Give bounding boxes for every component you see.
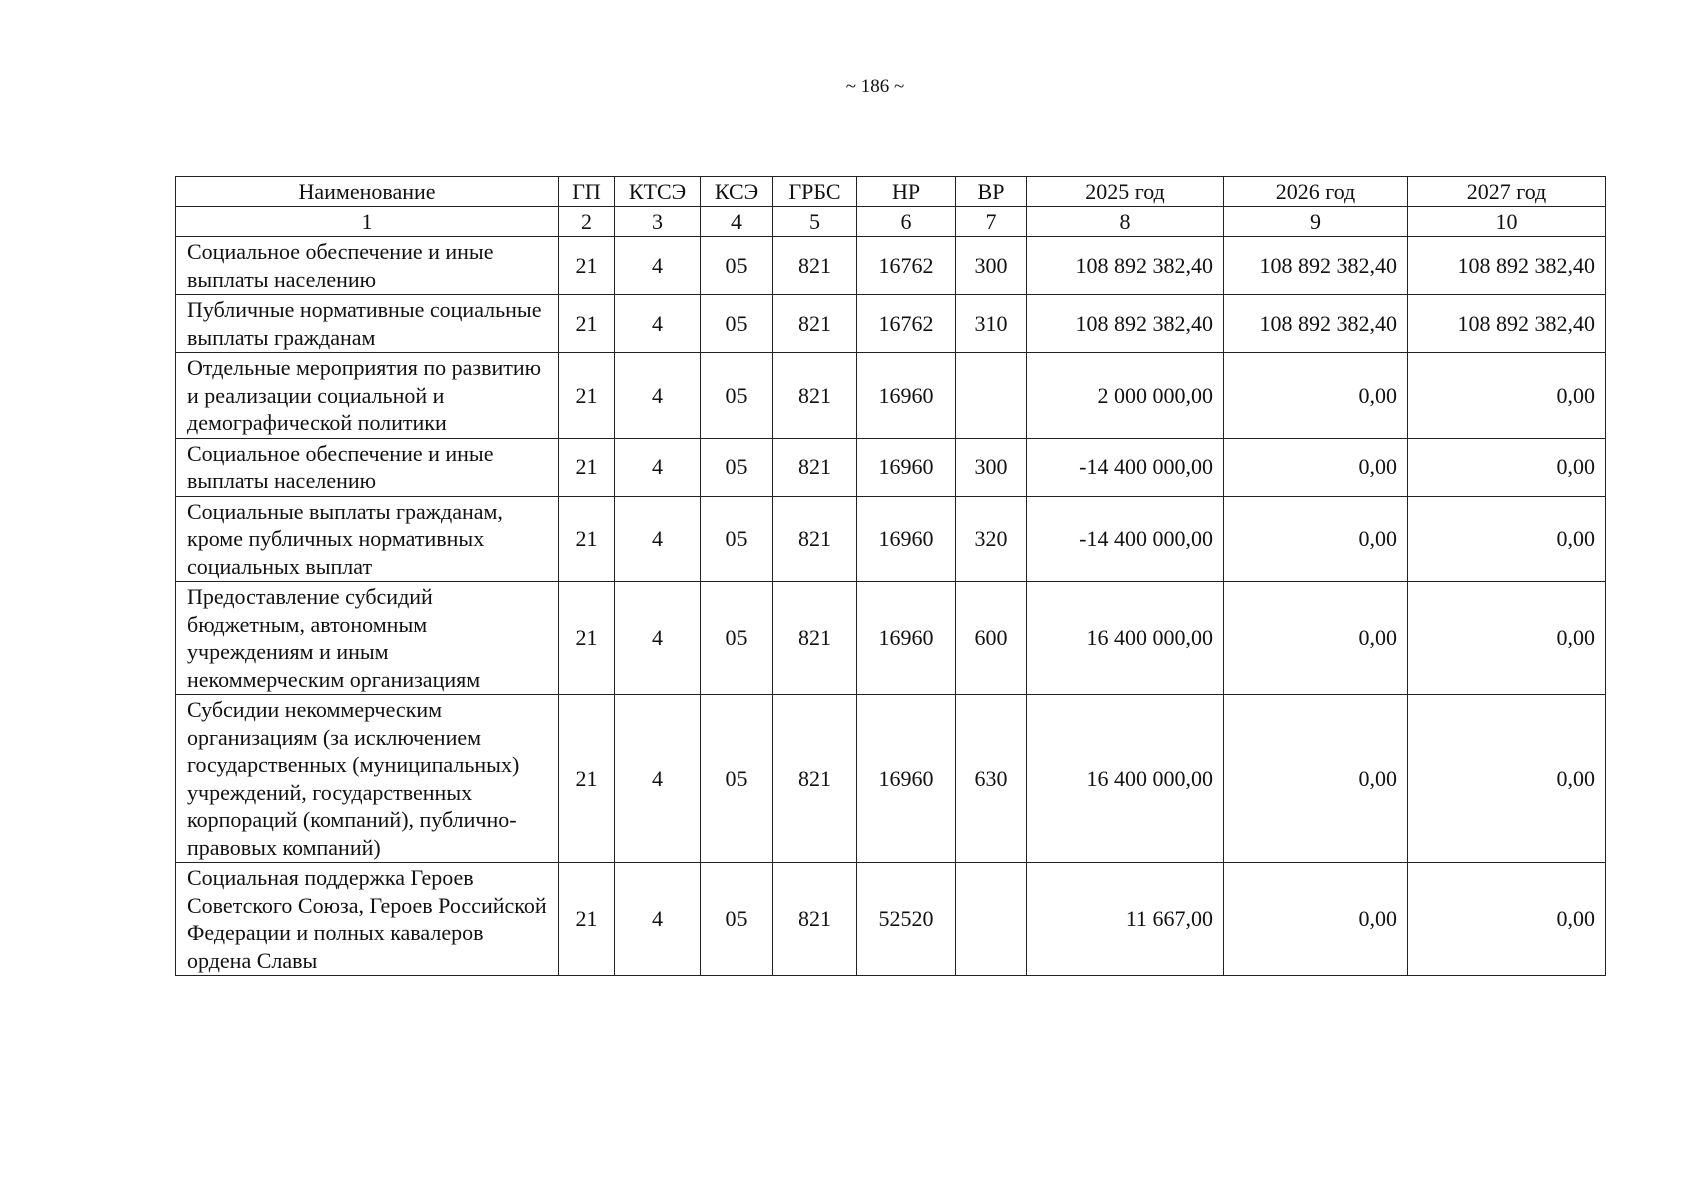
row-grbs: 821 (773, 295, 857, 353)
row-name: Субсидии некоммерческим организациям (за исключением государственных (муниципальных) учреждений, государственных корпораций (компаний), публично-правовых компаний) (176, 695, 559, 863)
row-amount-2026: 0,00 (1224, 582, 1408, 695)
table-header-row (176, 177, 1606, 207)
row-name: Предоставление субсидий бюджетным, автономным учреждениям и иным некоммерческим организациям (176, 582, 559, 695)
row-amount-2027: 108 892 382,40 (1408, 295, 1606, 353)
row-vr: 310 (956, 295, 1027, 353)
column-number-row (176, 207, 1606, 237)
row-ktse: 4 (615, 582, 701, 695)
row-amount-2025: 108 892 382,40 (1027, 295, 1224, 353)
row-amount-2025: -14 400 000,00 (1027, 496, 1224, 582)
header-gp: ГП (559, 177, 615, 207)
row-gp: 21 (559, 863, 615, 976)
column-number: 5 (773, 207, 857, 237)
row-nr: 16960 (857, 438, 956, 496)
row-grbs: 821 (773, 237, 857, 295)
row-grbs: 821 (773, 863, 857, 976)
table-row (176, 353, 1606, 439)
row-amount-2026: 108 892 382,40 (1224, 237, 1408, 295)
column-number: 8 (1027, 207, 1224, 237)
row-amount-2027: 0,00 (1408, 496, 1606, 582)
row-name: Социальные выплаты гражданам, кроме публичных нормативных социальных выплат (176, 496, 559, 582)
page-number: ~ 186 ~ (845, 76, 905, 97)
row-gp: 21 (559, 237, 615, 295)
row-vr: 630 (956, 695, 1027, 863)
table-row (176, 295, 1606, 353)
row-amount-2025: 108 892 382,40 (1027, 237, 1224, 295)
row-kse: 05 (701, 695, 773, 863)
row-nr: 52520 (857, 863, 956, 976)
row-nr: 16960 (857, 582, 956, 695)
row-vr: 300 (956, 237, 1027, 295)
column-number: 10 (1408, 207, 1606, 237)
row-gp: 21 (559, 438, 615, 496)
header-2027: 2027 год (1408, 177, 1606, 207)
row-amount-2026: 0,00 (1224, 496, 1408, 582)
row-nr: 16960 (857, 695, 956, 863)
row-amount-2026: 108 892 382,40 (1224, 295, 1408, 353)
row-amount-2027: 0,00 (1408, 582, 1606, 695)
row-vr: 320 (956, 496, 1027, 582)
table-row (176, 863, 1606, 976)
row-kse: 05 (701, 353, 773, 439)
row-amount-2027: 0,00 (1408, 438, 1606, 496)
row-name: Социальная поддержка Героев Советского Союза, Героев Российской Федерации и полных кавалеров ордена Славы (176, 863, 559, 976)
row-nr: 16960 (857, 353, 956, 439)
column-number: 4 (701, 207, 773, 237)
row-vr (956, 353, 1027, 439)
row-grbs: 821 (773, 582, 857, 695)
row-ktse: 4 (615, 438, 701, 496)
budget-table (175, 176, 1606, 976)
table-row (176, 582, 1606, 695)
row-gp: 21 (559, 353, 615, 439)
row-grbs: 821 (773, 353, 857, 439)
row-kse: 05 (701, 438, 773, 496)
row-amount-2027: 108 892 382,40 (1408, 237, 1606, 295)
row-ktse: 4 (615, 295, 701, 353)
row-amount-2027: 0,00 (1408, 353, 1606, 439)
row-amount-2026: 0,00 (1224, 695, 1408, 863)
header-nr: НР (857, 177, 956, 207)
column-number: 3 (615, 207, 701, 237)
row-name: Социальное обеспечение и иные выплаты населению (176, 237, 559, 295)
row-kse: 05 (701, 295, 773, 353)
row-ktse: 4 (615, 353, 701, 439)
row-name: Публичные нормативные социальные выплаты гражданам (176, 295, 559, 353)
row-nr: 16762 (857, 237, 956, 295)
row-grbs: 821 (773, 496, 857, 582)
row-amount-2025: 2 000 000,00 (1027, 353, 1224, 439)
table-row (176, 496, 1606, 582)
row-ktse: 4 (615, 695, 701, 863)
row-vr: 600 (956, 582, 1027, 695)
budget-table-container (175, 176, 1606, 976)
row-grbs: 821 (773, 438, 857, 496)
table-row (176, 438, 1606, 496)
row-amount-2027: 0,00 (1408, 863, 1606, 976)
row-amount-2025: -14 400 000,00 (1027, 438, 1224, 496)
header-vr: ВР (956, 177, 1027, 207)
row-kse: 05 (701, 237, 773, 295)
row-nr: 16762 (857, 295, 956, 353)
header-ktse: КТСЭ (615, 177, 701, 207)
header-2026: 2026 год (1224, 177, 1408, 207)
row-amount-2025: 16 400 000,00 (1027, 582, 1224, 695)
row-kse: 05 (701, 496, 773, 582)
header-2025: 2025 год (1027, 177, 1224, 207)
row-name: Социальное обеспечение и иные выплаты населению (176, 438, 559, 496)
row-gp: 21 (559, 695, 615, 863)
row-kse: 05 (701, 582, 773, 695)
row-gp: 21 (559, 582, 615, 695)
column-number: 1 (176, 207, 559, 237)
header-name: Наименование (176, 177, 559, 207)
row-gp: 21 (559, 496, 615, 582)
row-amount-2025: 16 400 000,00 (1027, 695, 1224, 863)
header-kse: КСЭ (701, 177, 773, 207)
row-ktse: 4 (615, 863, 701, 976)
row-vr (956, 863, 1027, 976)
row-vr: 300 (956, 438, 1027, 496)
row-gp: 21 (559, 295, 615, 353)
row-amount-2026: 0,00 (1224, 863, 1408, 976)
column-number: 9 (1224, 207, 1408, 237)
header-grbs: ГРБС (773, 177, 857, 207)
row-ktse: 4 (615, 237, 701, 295)
row-amount-2026: 0,00 (1224, 353, 1408, 439)
row-amount-2025: 11 667,00 (1027, 863, 1224, 976)
row-amount-2027: 0,00 (1408, 695, 1606, 863)
row-name: Отдельные мероприятия по развитию и реализации социальной и демографической политики (176, 353, 559, 439)
row-kse: 05 (701, 863, 773, 976)
row-amount-2026: 0,00 (1224, 438, 1408, 496)
column-number: 7 (956, 207, 1027, 237)
column-number: 2 (559, 207, 615, 237)
column-number: 6 (857, 207, 956, 237)
table-row (176, 695, 1606, 863)
table-row (176, 237, 1606, 295)
row-ktse: 4 (615, 496, 701, 582)
row-grbs: 821 (773, 695, 857, 863)
row-nr: 16960 (857, 496, 956, 582)
